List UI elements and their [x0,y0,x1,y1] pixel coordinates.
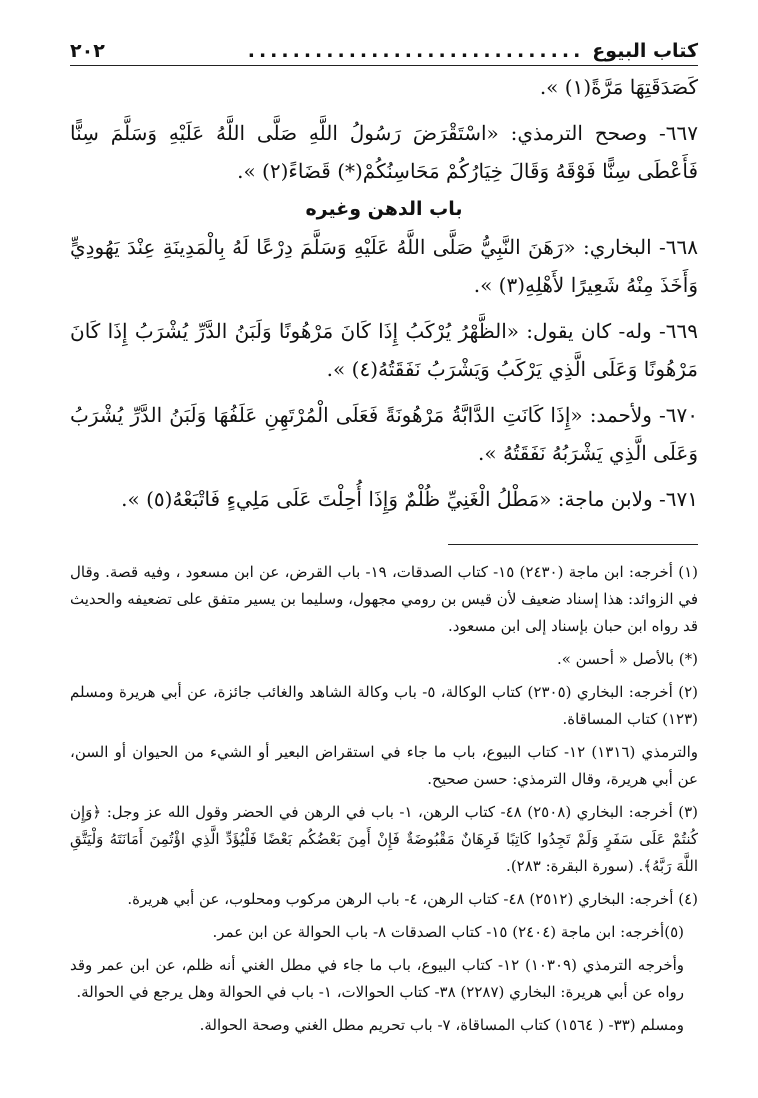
footnote-4: (٤) أخرجه: البخاري (٢٥١٢) ٤٨- كتاب الرهن، ٤- باب الرهن مركوب ومحلوب، عن أبي هريرة. [127,890,698,908]
page-header [70,40,698,66]
hadith-continuation: كَصَدَقَتِهَا مَرَّةً(١) ». [539,75,698,99]
chapter-title: كتاب البيوع [592,40,698,62]
hadith-669: ٦٦٩- وله- كان يقول: «الظَّهْرُ يُرْكَبُ إِذَا كَانَ مَرْهُونًا وَلَبَنُ الدَّرِّ يُشْرَبُ إِذَا كَانَ مَرْهُونًا وَعَلَى الَّذِي يَرْكَبُ وَيَشْرَبُ نَفَقَتُهُ(٤) ». [70,319,698,381]
hadith-671: ٦٧١- ولابن ماجة: «مَطْلُ الْغَنِيِّ ظُلْمٌ وَإِذَا أُحِلْتَ عَلَى مَلِيءٍ فَاتْبَعْهُ(٥) ». [121,487,698,511]
footnote-star: (*) بالأصل « أحسن ». [556,650,698,668]
footnote-5-tirmidhi: وأخرجه الترمذي (١٠٣٠٩) ١٢- كتاب البيوع، باب ما جاء في مطل الغني أنه ظلم، عن ابن عمر وقد رواه عن أبي هريرة: البخاري (٢٢٨٧) ٣٨- كتاب الحوالات، ١- باب في الحوالة وهل يرجع في الحوالة. [70,956,685,1001]
footnote-3: (٣) أخرجه: البخاري (٢٥٠٨) ٤٨- كتاب الرهن، ١- باب في الرهن في الحضر وقول الله عز وجل: ﴿وَإِن كُنتُمْ عَلَى سَفَرٍ وَلَمْ تَجِدُوا كَاتِبًا فَرِهَانٌ مَقْبُوضَةٌ فَإِنْ أَمِنَ بَعْضُكُم بَعْضًا فَلْيُؤَدِّ الَّذِي اؤْتُمِنَ أَمَانَتَهُ وَلْيَتَّقِ اللَّهَ رَبَّهُ﴾. (سورة البقرة: ٢٨٣). [70,803,699,875]
footnote-divider [448,544,698,545]
footnote-2: (٢) أخرجه: البخاري (٢٣٠٥) كتاب الوكالة، ٥- باب وكالة الشاهد والغائب جائزة، عن أبي هريرة ومسلم (١٢٣) كتاب المساقاة. [70,683,698,728]
header-leader-dots: .............................. [247,40,585,62]
footnotes [70,559,698,1039]
hadith-668: ٦٦٨- البخاري: «رَهَنَ النَّبِيُّ صَلَّى اللَّهُ عَلَيْهِ وَسَلَّمَ دِرْعًا لَهُ بِالْمَدِينَةِ عِنْدَ يَهُودِيٍّ وَأَخَذَ مِنْهُ شَعِيرًا لأَهْلِهِ(٣) ». [70,235,698,297]
hadith-670: ٦٧٠- ولأحمد: «إِذَا كَانَتِ الدَّابَّةُ مَرْهُونَةً فَعَلَى الْمُرْتَهِنِ عَلَفُهَا وَلَبَنُ الدَّرِّ يُشْرَبُ وَعَلَى الَّذِي يَشْرَبُهُ نَفَقَتُهُ ». [70,403,698,465]
footnote-1: (١) أخرجه: ابن ماجة (٢٤٣٠) ١٥- كتاب الصدقات، ١٩- باب القرض، عن ابن مسعود ، وفيه قصة. وقال في الزوائد: هذا إسناد ضعيف لأن قيس بن رومي مجهول، وسليما بن يسير متفق على تضعيفه والحديث قد رواه ابن حبان بإسناد إلى ابن مسعود. [70,563,698,635]
hadith-667: ٦٦٧- وصحح الترمذي: «اسْتَقْرَضَ رَسُولُ اللَّهِ صَلَّى اللَّهُ عَلَيْهِ وَسَلَّمَ سِنًّا فَأَعْطَى سِنًّا فَوْقَهُ وَقَالَ خِيَارُكُمْ مَحَاسِنُكُمْ(*) قَضَاءً(٢) ». [70,121,698,183]
footnote-5-muslim: ومسلم (٣٣- ( ١٥٦٤) كتاب المساقاة، ٧- باب تحريم مطل الغني وصحة الحوالة. [199,1016,684,1034]
footnote-2-continued: والترمذي (١٣١٦) ١٢- كتاب البيوع، باب ما جاء في استقراض البعير أو الشيء من الحيوان أو السن، عن أبي هريرة، وقال الترمذي: حسن صحيح. [70,743,698,788]
page-number: ٢٠٢ [70,40,105,62]
section-title: باب الدهن وغيره [305,198,463,220]
book-page [70,40,698,1070]
footnote-5: (٥)أخرجه: ابن ماجة (٢٤٠٤) ١٥- كتاب الصدقات ٨- باب الحوالة عن ابن عمر. [212,923,684,941]
